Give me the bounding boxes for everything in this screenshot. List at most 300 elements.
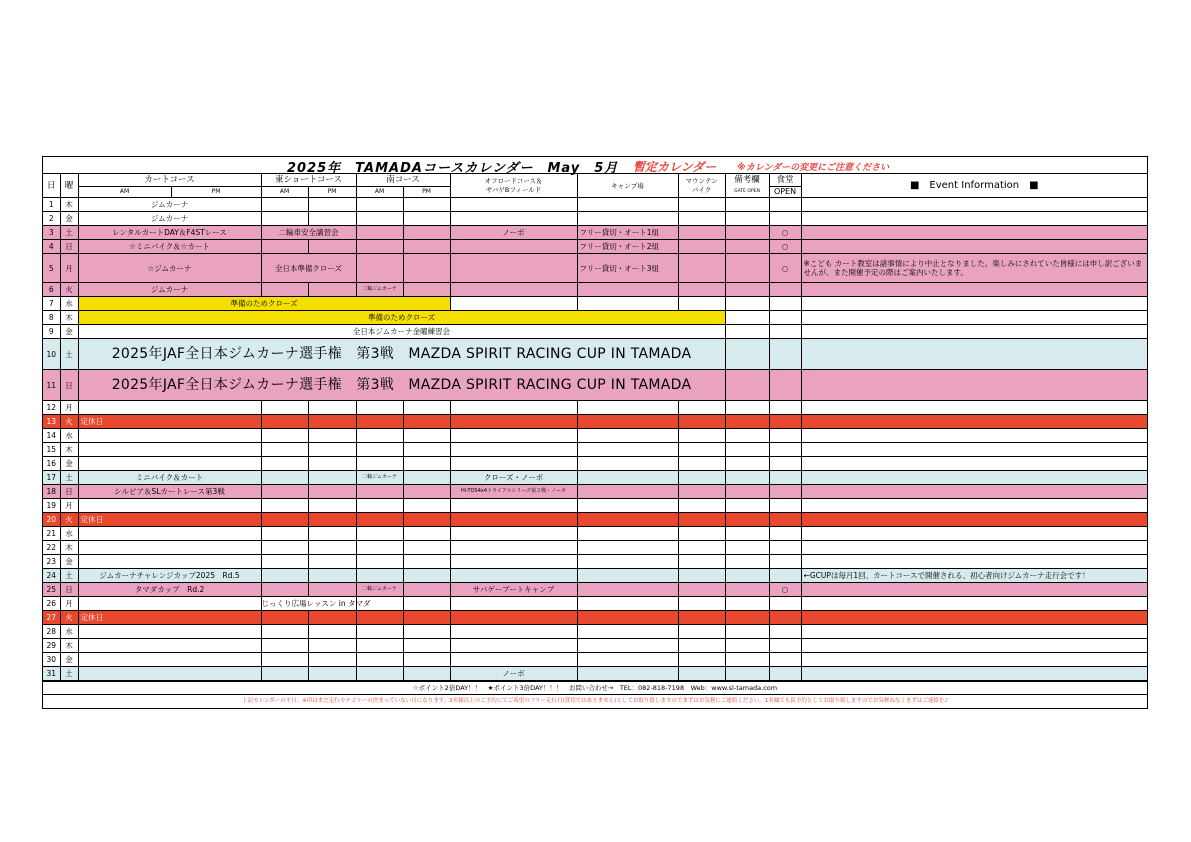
remarks-cell [725,569,769,583]
offroad-cell [450,401,577,415]
camp-cell: フリー貸切・オート1組 [577,226,678,240]
event-info [801,283,1147,297]
empty-cell [725,415,769,429]
weekday: 月 [60,254,78,283]
camp-cell [577,555,678,569]
weekday: 金 [60,555,78,569]
east-pm-cell [308,583,356,597]
empty-cell [356,611,403,625]
mtb-cell [678,485,725,499]
kart-course-cell [78,429,261,443]
remarks-cell [725,297,769,311]
camp-cell [577,583,678,597]
day-row [43,513,1147,527]
south-am-cell [356,254,403,283]
south-am-header: AM [356,187,403,198]
event-info [801,541,1147,555]
weekday: 火 [60,283,78,297]
camp-cell [577,485,678,499]
empty-cell [577,513,678,527]
event-info-header: ■ Event Information ■ [801,174,1147,198]
east-pm-cell [308,625,356,639]
offroad-cell [450,297,577,311]
weekday: 金 [60,457,78,471]
east-pm-cell [308,555,356,569]
south-pm-cell [403,254,450,283]
east-pm-cell [308,653,356,667]
offroad-cell [450,429,577,443]
change-notice: ※カレンダーの変更にご注意ください [737,163,890,173]
day-row [43,325,1147,339]
camp-cell [577,597,678,611]
remarks-cell [725,370,769,401]
event-info [801,198,1147,212]
kart-course-cell [78,541,261,555]
kart-course-cell [78,653,261,667]
cafeteria-cell: ○ [769,226,801,240]
south-pm-cell [403,226,450,240]
mtb-cell [678,443,725,457]
mtb-cell [678,240,725,254]
day-row [43,212,1147,226]
kart-course-cell: タマダカップ Rd.2 [78,583,261,597]
event-info [801,401,1147,415]
span-label: 2025年JAF全日本ジムカーナ選手権 第3戦 MAZDA SPIRIT RACING CUP IN TAMADA [78,339,725,370]
event-info [801,527,1147,541]
south-pm-cell [403,401,450,415]
south-am-cell [356,499,403,513]
event-info [801,499,1147,513]
empty-cell [403,415,450,429]
empty-cell [403,513,450,527]
mtb-cell [678,653,725,667]
calendar-sheet [42,156,1148,709]
camp-cell [577,499,678,513]
day-row [43,667,1147,681]
kart-course-cell: ジムカーナ [78,212,261,226]
day-row [43,443,1147,457]
event-info [801,226,1147,240]
cafeteria-cell [769,401,801,415]
kart-course-cell: ジムカーナ [78,198,261,212]
east-pm-cell [308,569,356,583]
event-info [801,667,1147,681]
weekday: 土 [60,667,78,681]
remarks-cell [725,226,769,240]
south-am-cell [356,240,403,254]
event-info [801,639,1147,653]
day-number: 30 [43,653,60,667]
weekday: 日 [60,240,78,254]
span-label: 準備のためクローズ [78,311,725,325]
mtb-cell [678,471,725,485]
south-pm-cell [403,569,450,583]
day-number: 8 [43,311,60,325]
camp-cell: フリー貸切・オート3組 [577,254,678,283]
cafeteria-cell [769,198,801,212]
south-am-cell: 二輪ジムカーナ [356,283,403,297]
camp-header: キャンプ場 [577,174,678,198]
east-am-cell [261,283,308,297]
south-am-cell [356,226,403,240]
remarks-cell [725,625,769,639]
empty-cell [769,611,801,625]
day-number: 6 [43,283,60,297]
camp-cell: フリー貸切・オート2組 [577,240,678,254]
cafeteria-cell [769,370,801,401]
kart-course-cell [78,625,261,639]
camp-cell [577,212,678,226]
camp-cell [577,653,678,667]
event-info [801,429,1147,443]
east-am-cell [261,499,308,513]
east-am-cell [261,569,308,583]
weekday: 火 [60,513,78,527]
event-info [801,611,1147,625]
day-row [43,370,1147,401]
empty-cell [261,513,308,527]
span-label: 全日本ジムカーナ金曜練習会 [78,325,725,339]
south-am-cell [356,401,403,415]
kart-course-cell: シルビア＆SLカートレース第3戦 [78,485,261,499]
offroad-cell [450,499,577,513]
empty-cell [769,415,801,429]
day-header: 日 [43,174,60,198]
day-row [43,401,1147,415]
south-am-cell [356,653,403,667]
day-number: 19 [43,499,60,513]
south-am-cell [356,625,403,639]
cafeteria-cell [769,485,801,499]
south-am-cell [356,429,403,443]
empty-cell [450,415,577,429]
day-row [43,611,1147,625]
kart-course-cell [78,667,261,681]
day-number: 16 [43,457,60,471]
south-pm-cell [403,471,450,485]
south-pm-cell [403,639,450,653]
east-am-cell [261,485,308,499]
weekday: 水 [60,625,78,639]
day-number: 26 [43,597,60,611]
camp-cell [577,625,678,639]
empty-cell [769,513,801,527]
event-info [801,513,1147,527]
east-pm-cell [308,667,356,681]
event-info [801,625,1147,639]
remarks-cell [725,471,769,485]
mtb-cell [678,667,725,681]
south-pm-cell [403,198,450,212]
camp-cell [577,283,678,297]
kart-course-cell [78,443,261,457]
south-am-cell [356,457,403,471]
event-info [801,415,1147,429]
south-pm-cell [403,653,450,667]
remarks-cell [725,653,769,667]
day-row [43,639,1147,653]
day-number: 21 [43,527,60,541]
offroad-cell [450,212,577,226]
day-number: 25 [43,583,60,597]
day-number: 4 [43,240,60,254]
east-am-cell [261,198,308,212]
east-course-cell: 二輪車安全講習会 [261,226,356,240]
event-info [801,485,1147,499]
east-course-cell: 全日本準備クローズ [261,254,356,283]
east-pm-cell [308,401,356,415]
weekday: 金 [60,653,78,667]
kart-course-cell: ☆ミニバイク＆☆カート [78,240,261,254]
kart-course-cell: ミニバイク＆カート [78,471,261,485]
empty-cell [356,415,403,429]
mtb-header: マウンテン バイク [678,174,725,198]
day-row [43,555,1147,569]
day-number: 31 [43,667,60,681]
cafeteria-cell [769,527,801,541]
remarks-cell [725,583,769,597]
cafeteria-cell [769,639,801,653]
span-label: 2025年JAF全日本ジムカーナ選手権 第3戦 MAZDA SPIRIT RACING CUP IN TAMADA [78,370,725,401]
south-pm-cell [403,429,450,443]
offroad-cell [450,527,577,541]
weekday: 土 [60,226,78,240]
day-number: 23 [43,555,60,569]
south-am-cell: 二輪ジムカーナ [356,471,403,485]
empty-cell [725,611,769,625]
day-row [43,311,1147,325]
event-info [801,653,1147,667]
remarks-cell [725,198,769,212]
camp-cell [577,443,678,457]
camp-cell [577,527,678,541]
empty-cell [356,513,403,527]
closed-label: 定休日 [78,513,261,527]
footer-notice: 上記カレンダーの平日、※印はまだ走行カテゴリーの決まっていない日になります。2名様以上のご予約にてご希望のフリー走行日(貸切ではありません)としてお取り致しますのでまずはお気軽にご連絡ください。1名様でも仮予約としてお取り致しますのでお気軽ねなくまずはご連絡を♪ [43,694,1147,708]
weekday-header: 曜 [60,174,78,198]
day-row [43,499,1147,513]
mtb-cell [678,212,725,226]
cafeteria-cell: ○ [769,240,801,254]
east-pm-cell [308,527,356,541]
remarks-cell [725,339,769,370]
weekday: 月 [60,401,78,415]
day-number: 1 [43,198,60,212]
empty-cell [450,513,577,527]
day-row [43,297,1147,311]
remarks-cell [725,443,769,457]
day-number: 3 [43,226,60,240]
mtb-cell [678,254,725,283]
day-row [43,254,1147,283]
cafeteria-cell [769,297,801,311]
mtb-cell [678,597,725,611]
event-info [801,597,1147,611]
remarks-cell [725,597,769,611]
offroad-cell: クローズ・ノーボ [450,471,577,485]
day-row [43,240,1147,254]
camp-cell [577,639,678,653]
east-am-cell [261,653,308,667]
cafeteria-cell: ○ [769,583,801,597]
day-number: 13 [43,415,60,429]
south-pm-cell [403,240,450,254]
remarks-cell [725,541,769,555]
day-number: 17 [43,471,60,485]
weekday: 木 [60,541,78,555]
kart-pm-header: PM [171,187,261,198]
east-pm-cell [308,499,356,513]
remarks-cell [725,283,769,297]
kart-course-cell [78,401,261,415]
mtb-cell [678,541,725,555]
kart-course-cell [78,457,261,471]
east-am-cell [261,667,308,681]
east-pm-cell [308,283,356,297]
south-am-cell: 二輪ジムカーナ [356,583,403,597]
east-am-cell [261,471,308,485]
remarks-cell [725,325,769,339]
weekday: 金 [60,325,78,339]
east-am-cell [261,541,308,555]
cafeteria-cell [769,597,801,611]
calendar-title: 2025年 TAMADAコースカレンダー May 5月 [287,161,619,176]
south-pm-cell [403,555,450,569]
kart-course-cell [78,555,261,569]
east-am-cell [261,527,308,541]
south-pm-cell [403,457,450,471]
cafeteria-cell [769,283,801,297]
event-info [801,311,1147,325]
mtb-cell [678,555,725,569]
day-number: 28 [43,625,60,639]
day-row [43,485,1147,499]
kart-course-cell [78,639,261,653]
day-number: 24 [43,569,60,583]
remarks-cell [725,254,769,283]
weekday: 月 [60,499,78,513]
day-row [43,198,1147,212]
east-am-cell [261,457,308,471]
offroad-cell: ノーボ [450,667,577,681]
south-pm-cell [403,443,450,457]
east-pm-cell [308,639,356,653]
south-am-cell [356,527,403,541]
south-pm-cell [403,583,450,597]
tentative-label: 暫定カレンダー [633,160,717,174]
empty-cell [261,611,308,625]
kart-course-cell: ☆ジムカーナ [78,254,261,283]
mtb-cell [678,583,725,597]
east-pm-cell [308,443,356,457]
east-pm-cell [308,485,356,499]
camp-cell [577,198,678,212]
kart-am-header: AM [78,187,171,198]
day-row [43,569,1147,583]
weekday: 火 [60,415,78,429]
weekday: 土 [60,569,78,583]
cafeteria-cell [769,325,801,339]
camp-cell [577,667,678,681]
event-info [801,370,1147,401]
remarks-cell [725,639,769,653]
empty-cell [308,611,356,625]
east-am-cell [261,443,308,457]
south-am-cell [356,555,403,569]
offroad-cell [450,625,577,639]
day-row [43,471,1147,485]
camp-cell [577,297,678,311]
south-am-cell [356,639,403,653]
empty-cell [308,415,356,429]
east-pm-cell [308,240,356,254]
empty-cell [577,415,678,429]
kart-course-cell: ジムカーナチャレンジカップ2025 Rd.5 [78,569,261,583]
south-am-cell [356,443,403,457]
closed-label: 定休日 [78,611,261,625]
east-pm-cell [308,457,356,471]
south-pm-cell [403,212,450,226]
south-pm-cell [403,283,450,297]
offroad-cell [450,240,577,254]
weekday: 土 [60,339,78,370]
footer-points-contact: ☆ポイント2倍DAY！！ ★ポイント3倍DAY！！！ お問い合わせ→ TEL：082-818-7198 Web：www.sl-tamada.com [43,681,1147,694]
weekday: 木 [60,198,78,212]
empty-cell [577,611,678,625]
south-pm-cell [403,625,450,639]
offroad-cell: ノーボ [450,226,577,240]
weekday: 木 [60,639,78,653]
cafeteria-cell [769,499,801,513]
empty-cell [678,415,725,429]
open-header: OPEN [769,187,801,198]
day-number: 12 [43,401,60,415]
south-am-cell [356,212,403,226]
kart-course-header: カートコース [78,174,261,187]
event-info [801,583,1147,597]
offroad-cell [450,283,577,297]
mtb-cell [678,527,725,541]
event-info [801,297,1147,311]
day-row [43,541,1147,555]
day-number: 27 [43,611,60,625]
day-number: 29 [43,639,60,653]
cafeteria-cell [769,429,801,443]
south-pm-cell [403,667,450,681]
kart-course-cell [78,597,261,611]
day-number: 9 [43,325,60,339]
mtb-cell [678,297,725,311]
mtb-cell [678,401,725,415]
south-am-cell [356,541,403,555]
camp-cell [577,457,678,471]
east-am-cell [261,583,308,597]
weekday: 木 [60,443,78,457]
camp-cell [577,401,678,415]
east-am-cell [261,429,308,443]
weekday: 金 [60,212,78,226]
calendar-table [43,174,1147,681]
remarks-cell [725,311,769,325]
event-info [801,212,1147,226]
day-row [43,429,1147,443]
cafeteria-cell [769,625,801,639]
mtb-cell [678,639,725,653]
mtb-cell [678,569,725,583]
day-row [43,457,1147,471]
cafeteria-cell [769,653,801,667]
mtb-cell [678,226,725,240]
